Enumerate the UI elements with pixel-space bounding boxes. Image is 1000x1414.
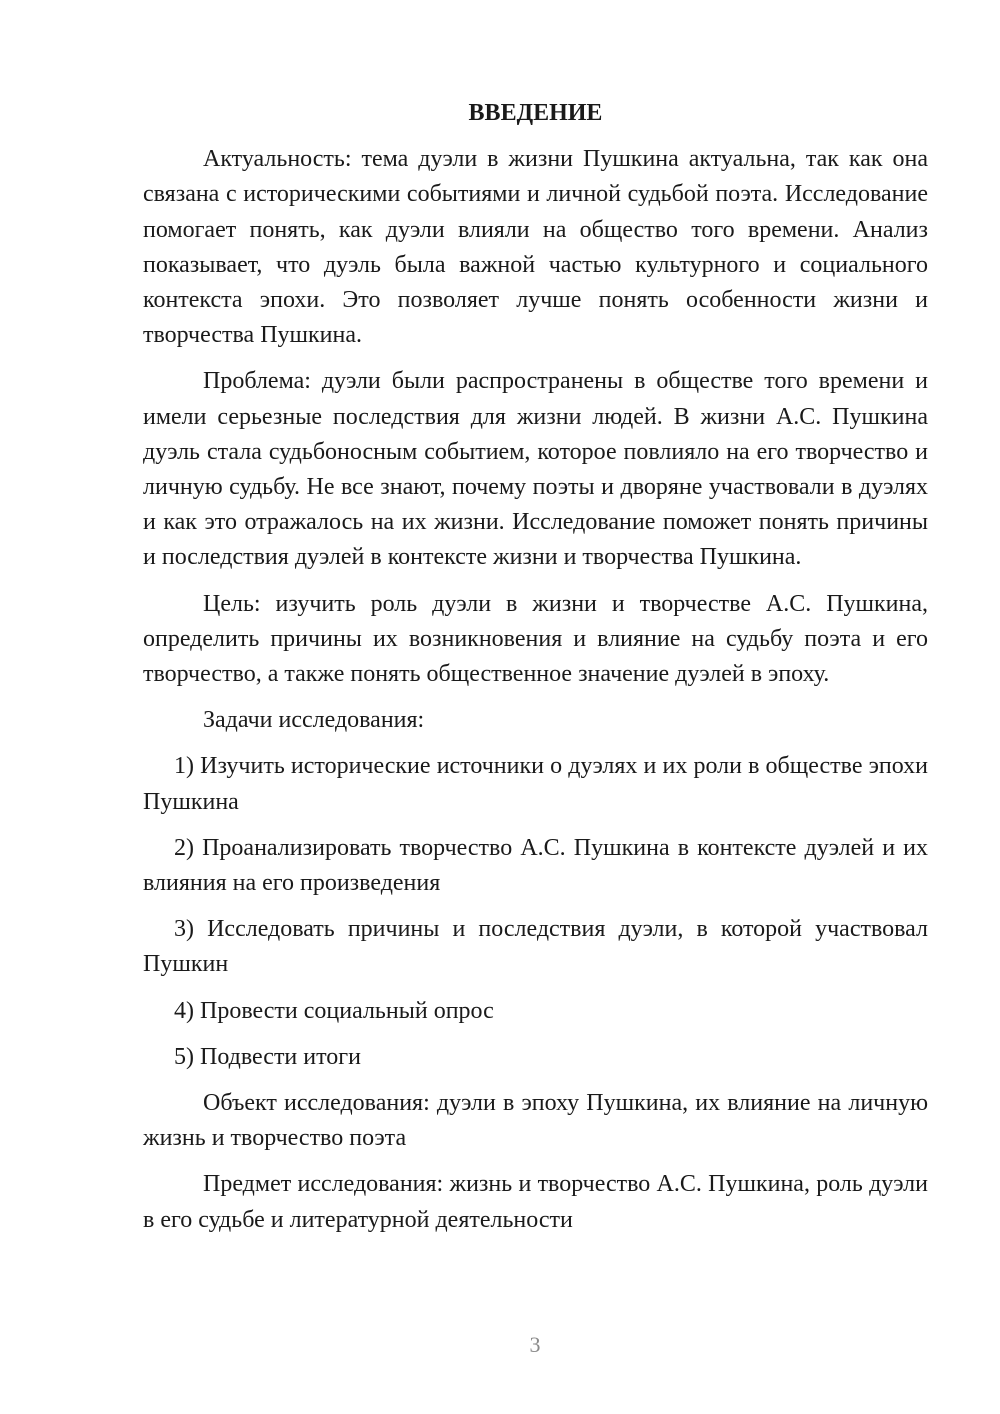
object-paragraph: Объект исследования: дуэли в эпоху Пушкина, их влияние на личную жизнь и творчество поэта xyxy=(143,1090,928,1152)
page-title: ВВЕДЕНИЕ xyxy=(468,100,603,126)
problem-paragraph: Проблема: дуэли были распространены в обществе того времени и имели серьезные последствия для жизни людей. В жизни А.С. Пушкина дуэль стала судьбоносным событием, которое повлияло на его творчество и личную судьбу. Не все знают, почему поэты и дворяне участвовали в дуэлях и как это отражалось на их жизни. Исследование поможет понять причины и последствия дуэлей в контексте жизни и творчества Пушкина. xyxy=(143,368,928,571)
task-item-1: 1) Изучить исторические источники о дуэлях и их роли в обществе эпохи Пушкина xyxy=(143,753,928,815)
tasks-heading: Задачи исследования: xyxy=(203,707,425,734)
task-item-5: 5) Подвести итоги xyxy=(174,1043,361,1070)
document-body xyxy=(143,96,928,1249)
task-item-2: 2) Проанализировать творчество А.С. Пушкина в контексте дуэлей и их влияния на его произведения xyxy=(143,834,928,897)
task-item-4: 4) Провести социальный опрос xyxy=(174,997,494,1024)
relevance-paragraph: Актуальность: тема дуэли в жизни Пушкина актуальна, так как она связана с историческими событиями и личной судьбой поэта. Исследование помогает понять, как дуэли влияли на общество того времени. Анализ показывает, что дуэль была важной частью культурного и социального контекста эпохи. Это позволяет лучше понять особенности жизни и творчества Пушкина. xyxy=(143,146,928,349)
page-number: 3 xyxy=(529,1332,541,1357)
subject-paragraph: Предмет исследования: жизнь и творчество А.С. Пушкина, роль дуэли в его судьбе и литературной деятельности xyxy=(143,1171,928,1233)
goal-paragraph: Цель: изучить роль дуэли в жизни и творчестве А.С. Пушкина, определить причины их возникновения и влияние на судьбу поэта и его творчество, а также понять общественное значение дуэлей в эпоху. xyxy=(143,590,928,688)
task-item-3: 3) Исследовать причины и последствия дуэли, в которой участвовал Пушкин xyxy=(143,916,928,978)
